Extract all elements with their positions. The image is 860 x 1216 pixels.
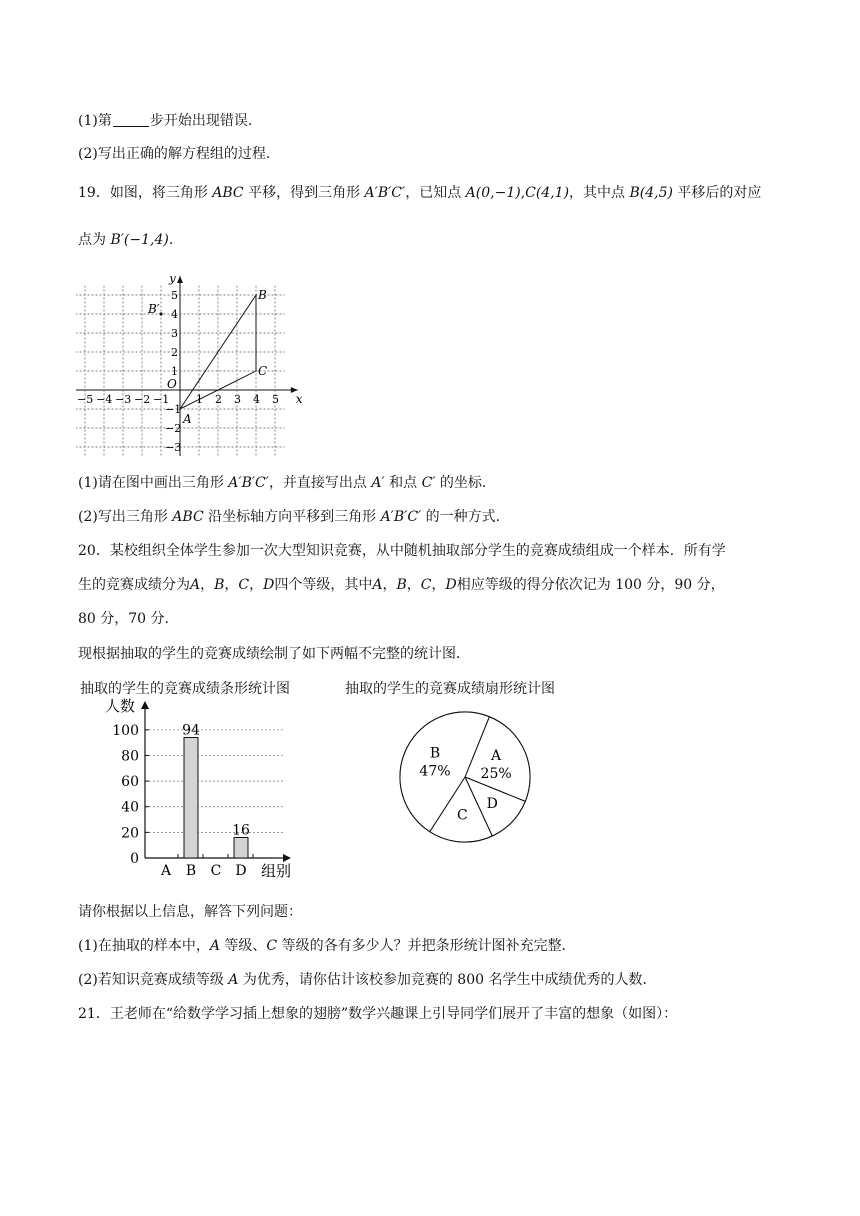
sep: ， <box>224 577 239 593</box>
math-a-prime: A′ <box>371 475 385 491</box>
q20-text: 生的竞赛成绩分为 <box>78 577 190 593</box>
x-tick-label: D <box>235 863 247 879</box>
x-tick-label: 2 <box>215 393 222 406</box>
label-a: A <box>183 412 192 426</box>
bar-x-axis-arrow <box>283 854 291 862</box>
y-tick-label: 3 <box>171 327 178 340</box>
bar-d <box>234 837 248 858</box>
q20-line4: 现根据抽取的学生的竞赛成绩绘制了如下两幅不完整的统计图． <box>78 646 470 662</box>
label-c: C <box>258 364 268 378</box>
q19-text: , <box>520 185 526 201</box>
q19-text: ，已知点 <box>405 185 466 201</box>
sep: ， <box>200 577 215 593</box>
q20-text: 等级、 <box>219 938 267 954</box>
y-axis-label: y <box>169 276 176 285</box>
y-tick-label: −1 <box>165 403 182 416</box>
grade-a: A <box>209 938 220 954</box>
bar-data-label: 16 <box>232 822 250 839</box>
bar-x-label: 组别 <box>261 862 292 880</box>
q19-text: 19．如图，将三角形 <box>78 185 213 201</box>
origin-label: O <box>167 377 177 391</box>
x-tick-label: 5 <box>272 393 279 406</box>
y-tick-label: 20 <box>121 825 139 842</box>
x-tick-label: −4 <box>96 393 113 406</box>
grade-a: A <box>190 577 201 593</box>
q20-line2 <box>78 575 725 595</box>
point-b-prime <box>159 312 162 315</box>
q20-sub1 <box>78 936 576 956</box>
sep: ， <box>431 577 446 593</box>
y-tick-label: 100 <box>112 722 139 739</box>
x-tick-label: −5 <box>77 393 94 406</box>
label-b-prime: B′ <box>148 302 160 316</box>
grade-c: C <box>238 577 250 593</box>
math-point-bprime: B′(−1,4) <box>110 232 169 248</box>
bar-data-label: 94 <box>182 722 200 739</box>
y-tick-label: −3 <box>165 441 182 454</box>
coordinate-grid-figure <box>76 276 306 456</box>
q19-text: 点为 <box>78 232 111 248</box>
bar-chart-title: 抽取的学生的竞赛成绩条形统计图 <box>80 681 290 697</box>
pie-percent-b: 47% <box>419 763 451 780</box>
y-tick-label: 1 <box>171 365 178 378</box>
sep: ， <box>249 577 264 593</box>
grade-a: A <box>372 577 383 593</box>
q20-text: (2)若知识竞赛成绩等级 <box>78 972 229 988</box>
y-tick-label: 60 <box>121 774 139 791</box>
q19-text: 的一种方式. <box>421 509 501 525</box>
y-tick-label: −2 <box>165 422 182 435</box>
q18-part1-text-end: 步开始出现错误. <box>149 113 253 129</box>
q20-line3: 80 分，70 分． <box>78 611 179 627</box>
q19-text: 平移，得到三角形 <box>243 185 365 201</box>
y-tick-label: 80 <box>121 748 139 765</box>
math-point-a: A(0,−1) <box>465 185 521 201</box>
pie-label-b: B <box>429 745 441 762</box>
x-tick-label: 1 <box>196 393 203 406</box>
grade-b: B <box>214 577 225 593</box>
q20-intro: 请你根据以上信息，解答下列问题： <box>78 904 302 920</box>
q20-text: (1)在抽取的样本中， <box>78 938 210 954</box>
y-tick-label: 4 <box>171 308 178 321</box>
q19-text: ，其中点 <box>569 185 630 201</box>
q20-text: 相应等级的得分依次记为 100 分，90 分， <box>456 577 725 593</box>
answer-blank <box>113 112 149 127</box>
pie-chart-title: 抽取的学生的竞赛成绩扇形统计图 <box>345 681 555 697</box>
y-axis-arrow <box>177 276 183 283</box>
q19-text: 沿坐标轴方向平移到三角形 <box>203 509 381 525</box>
math-abc-prime: A′B′C′ <box>364 185 406 201</box>
x-tick-label: −2 <box>134 393 151 406</box>
q21-line1: 21．王老师在“给数学学习插上想象的翅膀”数学兴趣课上引导同学们展开了丰富的想象（如图）： <box>78 1006 678 1022</box>
q20-text: 等级的各有多少人？并把条形统计图补充完整． <box>277 938 576 954</box>
x-tick-label: 3 <box>234 393 241 406</box>
q20-sub2 <box>78 970 656 990</box>
y-tick-label: 5 <box>171 289 178 302</box>
grade-d: D <box>445 577 457 593</box>
math-c-prime: C′ <box>421 475 436 491</box>
grade-c: C <box>266 938 278 954</box>
x-tick-label: B <box>185 863 197 879</box>
q18-part1 <box>78 111 252 131</box>
q19-line2 <box>78 230 173 250</box>
x-axis-label: x <box>295 392 303 406</box>
math-abc: ABC <box>212 185 244 201</box>
q20-text: 四个等级，其中 <box>274 577 373 593</box>
q20-line1: 20．某校组织全体学生参加一次大型知识竞赛，从中随机抽取部分学生的竞赛成绩组成一个样本．所有学 <box>78 543 726 559</box>
x-tick-label: −1 <box>153 393 170 406</box>
x-tick-label: C <box>210 863 222 879</box>
q19-text: 平移后的对应 <box>672 185 762 201</box>
q19-text: (1)请在图中画出三角形 <box>78 475 229 491</box>
q19-text: ，并直接写出点 <box>268 475 372 491</box>
q18-part1-text: (1)第 <box>78 113 112 129</box>
q20-text: 为优秀，请你估计该校参加竞赛的 800 名学生中成绩优秀的人数． <box>238 972 657 988</box>
pie-chart <box>390 710 540 850</box>
label-b: B <box>258 288 267 302</box>
pie-percent-a: 25% <box>480 765 512 782</box>
q19-sub1 <box>78 473 486 493</box>
grade-d: D <box>263 577 275 593</box>
pie-label-c: C <box>457 807 468 824</box>
bar-y-label: 人数 <box>105 697 136 715</box>
sep: ， <box>382 577 397 593</box>
q19-text: 的坐标. <box>435 475 487 491</box>
x-tick-label: −3 <box>115 393 132 406</box>
q19-sub2 <box>78 507 500 527</box>
q19-text: (2)写出三角形 <box>78 509 173 525</box>
y-tick-label: 2 <box>171 346 178 359</box>
pie-label-d: D <box>486 795 498 812</box>
x-tick-label: A <box>160 863 172 879</box>
bar-chart <box>95 695 305 885</box>
q19-line1 <box>78 183 761 203</box>
pie-label-a: A <box>491 747 502 764</box>
y-tick-label: 40 <box>121 799 139 816</box>
q19-text: 和点 <box>384 475 422 491</box>
x-tick-label: 4 <box>253 393 260 406</box>
grade-c: C <box>420 577 432 593</box>
bar-y-axis-arrow <box>141 701 149 709</box>
grade-a: A <box>228 972 239 988</box>
sep: ， <box>406 577 421 593</box>
math-triangle: A′B′C′ <box>380 509 422 525</box>
y-tick-label: 0 <box>130 851 139 867</box>
bar-b <box>184 738 198 858</box>
math-abc: ABC <box>172 509 204 525</box>
math-triangle: A′B′C′ <box>228 475 269 491</box>
math-point-b: B(4,5) <box>629 185 673 201</box>
q18-part2: (2)写出正确的解方程组的过程. <box>78 146 271 162</box>
grade-b: B <box>396 577 407 593</box>
math-point-c: C(4,1) <box>525 185 570 201</box>
q19-text: . <box>168 232 174 248</box>
